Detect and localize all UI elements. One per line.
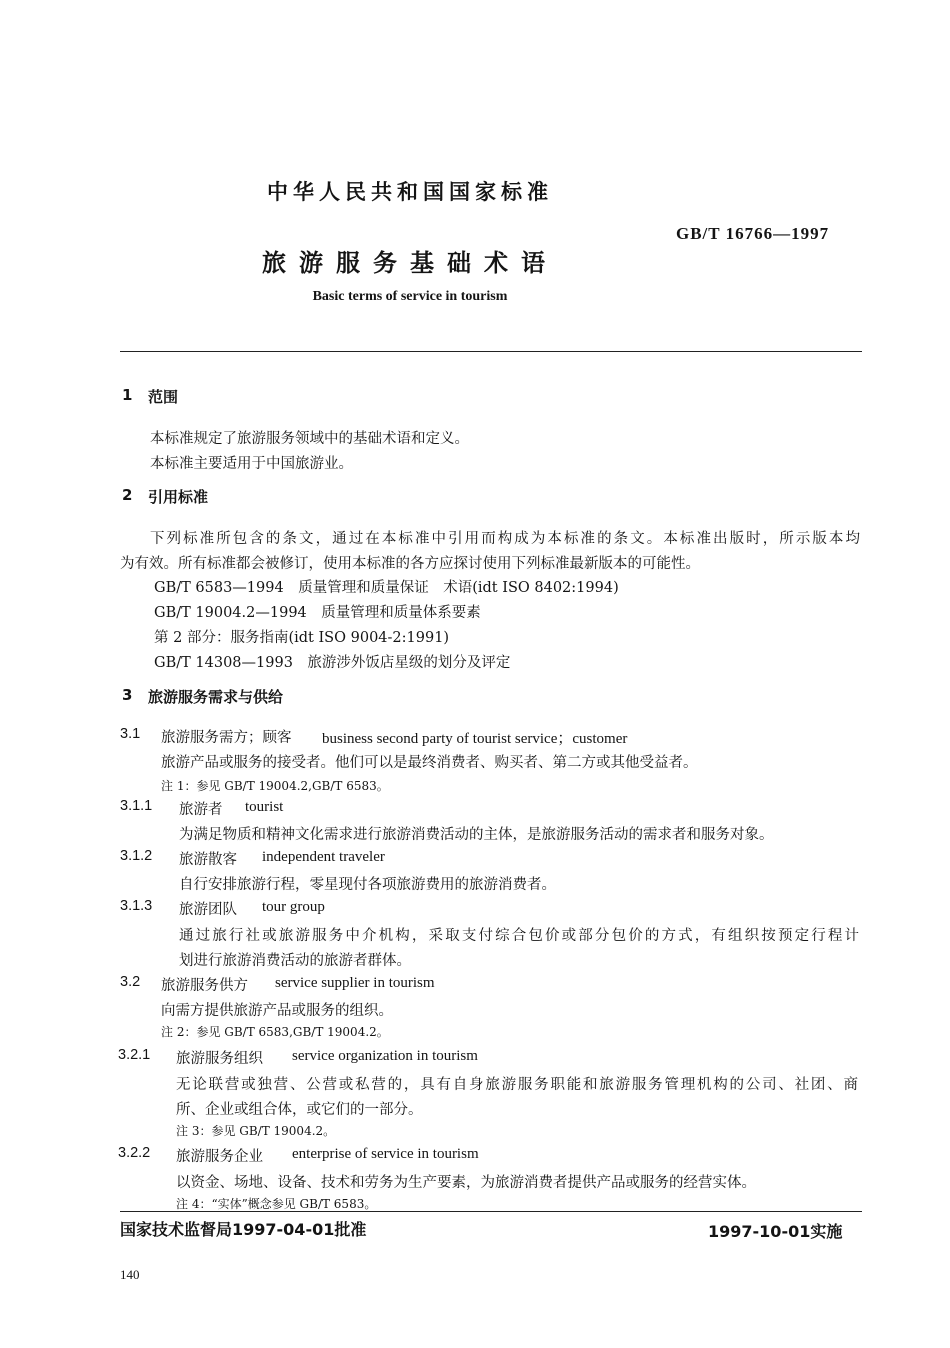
section-2-number: 2 [122,486,133,504]
term-definition: 向需方提供旅游产品或服务的组织。 [161,1003,393,1019]
term-definition: 旅游产品或服务的接受者。他们可以是最终消费者、购买者、第二方或其他受益者。 [161,755,698,771]
term-name-cn: 旅游服务组织 [176,1051,263,1067]
document-title-en: Basic terms of service in tourism [312,289,508,304]
term-name-cn: 旅游者 [179,802,223,818]
term-number: 3.2.1 [118,1047,151,1063]
term-name-en: independent traveler [262,849,385,865]
term-name-cn: 旅游服务需方；顾客 [161,730,292,746]
term-name-en: service supplier in tourism [275,975,435,991]
section-1-para-1: 本标准规定了旅游服务领域中的基础术语和定义。 [150,431,469,447]
term-number: 3.1.1 [120,798,153,814]
reference-standard: 第 2 部分：服务指南(idt ISO 9004-2:1991) [154,630,450,646]
term-note: 注 4：“实体”概念参见 GB/T 6583。 [176,1197,377,1211]
section-1-para-2: 本标准主要适用于中国旅游业。 [150,456,353,472]
section-2-title: 引用标准 [148,488,209,506]
term-definition: 为满足物质和精神文化需求进行旅游消费活动的主体，是旅游服务活动的需求者和服务对象。 [179,827,774,843]
term-note: 注 3：参见 GB/T 19004.2。 [176,1124,336,1138]
section-2-para-line-2: 为有效。所有标准都会被修订，使用本标准的各方应探讨使用下列标准最新版本的可能性。 [120,556,700,572]
term-name-en: enterprise of service in tourism [292,1146,479,1162]
implementation-date: 1997-10-01实施 [708,1222,843,1241]
issuer-heading: 中华人民共和国国家标准 [267,180,553,204]
page-number: 140 [120,1267,140,1282]
term-definition-line-2: 所、企业或组合体，或它们的一部分。 [176,1102,423,1118]
term-name-cn: 旅游服务企业 [176,1149,263,1165]
section-1-number: 1 [122,386,133,404]
approval-statement: 国家技术监督局1997-04-01批准 [120,1220,367,1239]
reference-standard: GB/T 6583—1994 质量管理和质量保证 术语(idt ISO 8402:1994) [154,580,619,596]
term-definition: 自行安排旅游行程，零星现付各项旅游费用的旅游消费者。 [179,877,556,893]
reference-standard: GB/T 14308—1993 旅游涉外饭店星级的划分及评定 [154,655,511,671]
term-name-cn: 旅游散客 [179,852,237,868]
term-number: 3.1.2 [120,848,153,864]
term-name-en: tour group [262,899,325,915]
term-name-cn: 旅游服务供方 [161,978,248,994]
header-divider [120,351,862,352]
section-3-title: 旅游服务需求与供给 [148,688,284,706]
term-name-en: service organization in tourism [292,1048,478,1064]
term-number: 3.2 [120,974,141,990]
term-definition-line-1: 无论联营或独营、公营或私营的，具有自身旅游服务职能和旅游服务管理机构的公司、社团、商 [176,1077,858,1093]
section-2-para-line-1: 下列标准所包含的条文，通过在本标准中引用而构成为本标准的条文。本标准出版时，所示版本均 [150,531,860,547]
footer-divider [120,1211,862,1212]
standard-code: GB/T 16766—1997 [676,224,830,243]
term-name-en: tourist [245,799,284,815]
term-definition-line-2: 划进行旅游消费活动的旅游者群体。 [179,953,411,969]
term-name-cn: 旅游团队 [179,902,237,918]
term-note: 注 2：参见 GB/T 6583,GB/T 19004.2。 [161,1025,389,1039]
term-definition: 以资金、场地、设备、技术和劳务为生产要素，为旅游消费者提供产品或服务的经营实体。 [176,1175,756,1191]
section-1-title: 范围 [148,388,179,406]
term-name-en: business second party of tourist service；customer [322,731,628,747]
document-title-cn: 旅游服务基础术语 [262,249,558,277]
term-number: 3.2.2 [118,1145,151,1161]
section-3-number: 3 [122,686,133,704]
term-note: 注 1：参见 GB/T 19004.2,GB/T 6583。 [161,779,389,793]
reference-standard: GB/T 19004.2—1994 质量管理和质量体系要素 [154,605,481,621]
term-number: 3.1.3 [120,898,153,914]
term-definition-line-1: 通过旅行社或旅游服务中介机构，采取支付综合包价或部分包价的方式，有组织按预定行程计 [179,928,859,944]
term-number: 3.1 [120,726,141,742]
